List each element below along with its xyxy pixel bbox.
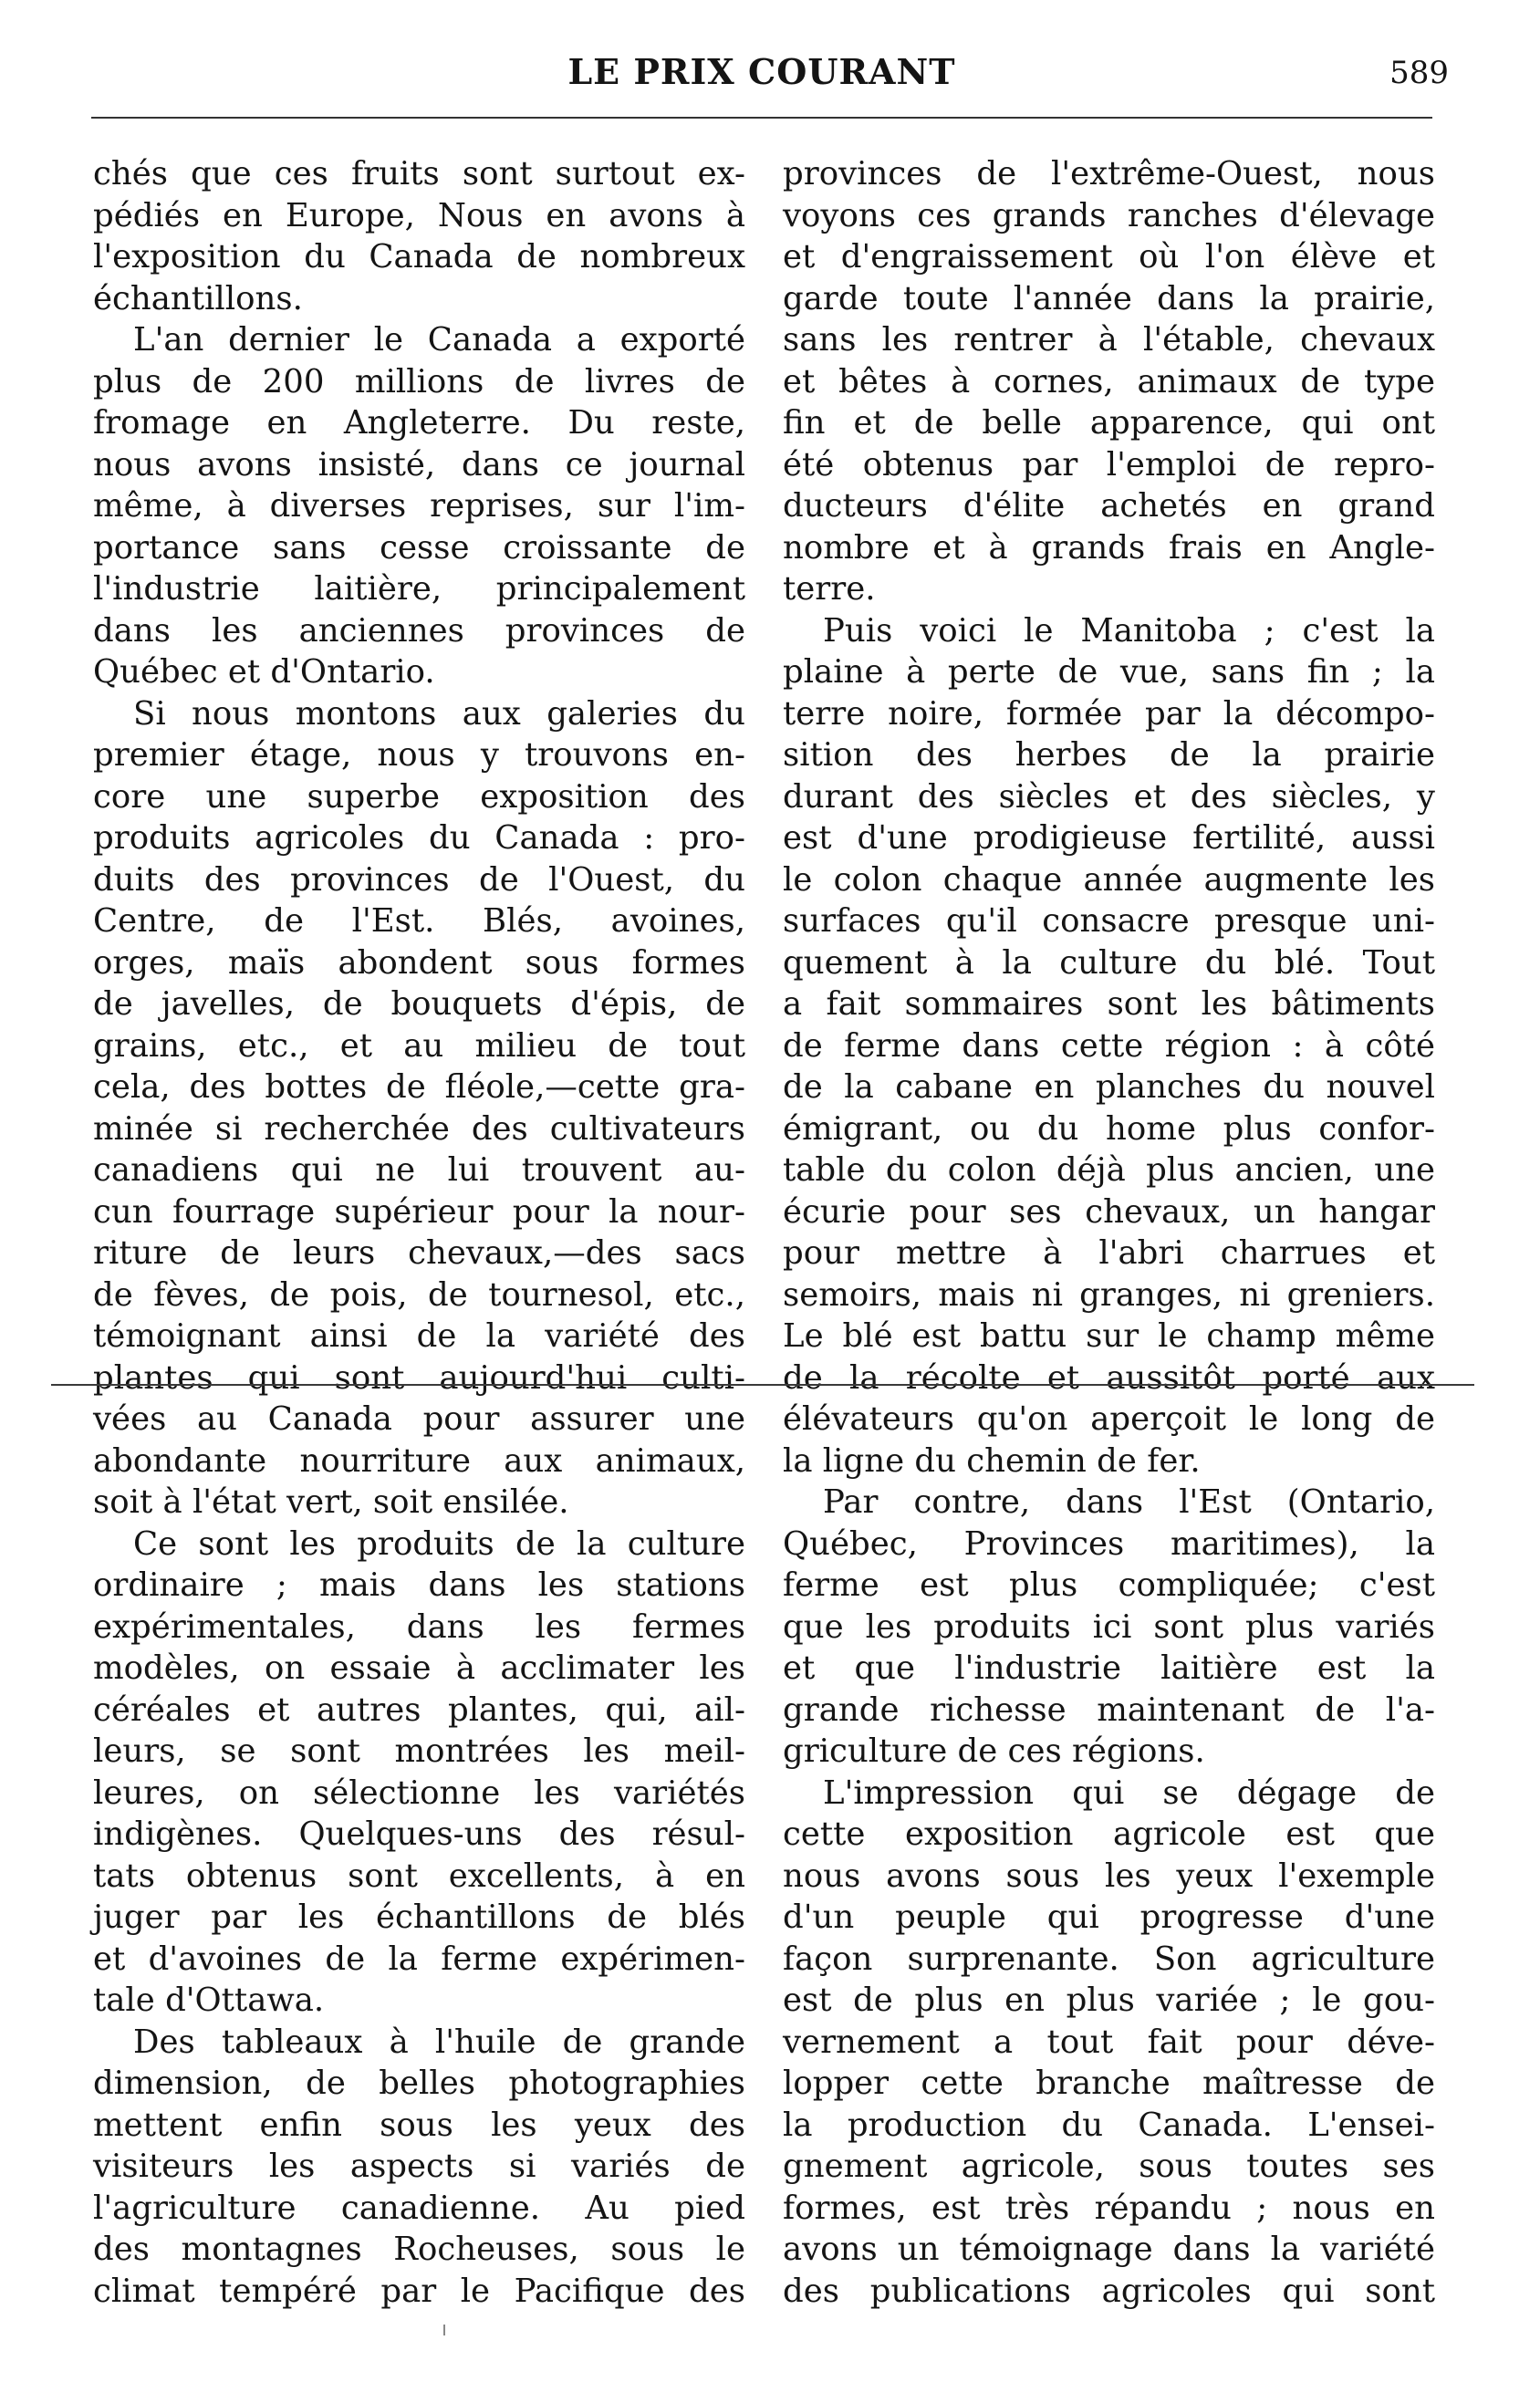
text-line: et que l'industrie laitière est la [783,1649,1435,1687]
text-line: lopper cette branche maîtresse de [783,2065,1435,2102]
text-line: surfaces qu'il consacre presque uni- [783,902,1435,940]
text-line: et d'avoines de la ferme expérimen- [93,1940,745,1978]
text-line: que les produits ici sont plus variés [783,1607,1435,1646]
left-column [93,153,745,2312]
text-line: avons un témoignage dans la variété [783,2231,1435,2268]
text-line: émigrant, ou du home plus confor- [783,1109,1435,1148]
text-line: quement à la culture du blé. Tout [783,943,1435,982]
text-line: canadiens qui ne lui trouvent au- [93,1151,745,1189]
text-line: leures, on sélectionne les variétés [93,1773,745,1812]
text-line: ducteurs d'élite achetés en grand [783,487,1435,525]
text-line: Québec, Provinces maritimes), la [783,1524,1435,1563]
text-line: Centre, de l'Est. Blés, avoines, [93,902,745,940]
right-column [783,153,1435,2312]
text-line: voyons ces grands ranches d'élevage [783,196,1435,234]
text-line: élévateurs qu'on aperçoit le long de [783,1400,1435,1438]
text-line: L'an dernier le Canada a exporté [133,321,745,359]
text-line: est de plus en plus variée ; le gou- [783,1982,1435,2019]
text-line: vernement a tout fait pour déve- [783,2023,1435,2061]
text-line: pédiés en Europe, Nous en avons à [93,196,745,234]
text-line: l'industrie laitière, principalement [93,570,745,608]
text-line: terre. [783,570,876,608]
text-line: sans les rentrer à l'étable, chevaux [783,321,1435,359]
text-line: griculture de ces régions. [783,1732,1205,1770]
text-line: pour mettre à l'abri charrues et [783,1234,1435,1272]
text-line: Des tableaux à l'huile de grande [133,2023,745,2061]
text-line: expérimentales, dans les fermes [93,1607,745,1646]
text-line: garde toute l'année dans la prairie, [783,279,1435,317]
text-line: de ferme dans cette région : à côté [783,1026,1435,1065]
text-line: tale d'Ottawa. [93,1982,325,2019]
text-line: façon surprenante. Son agriculture [783,1940,1435,1978]
text-line: cun fourrage supérieur pour la nour- [93,1192,745,1231]
text-line: duits des provinces de l'Ouest, du [93,860,745,899]
text-line: gnement agricole, sous toutes ses [783,2148,1435,2185]
text-line: a fait sommaires sont les bâtiments [783,985,1435,1023]
page-header [91,51,1449,106]
text-line: formes, est très répandu ; nous en [783,2189,1435,2227]
text-line: de fèves, de pois, de tournesol, etc., [93,1275,745,1314]
text-line: ordinaire ; mais dans les stations [93,1566,745,1604]
text-line: ferme est plus compliquée; c'est [783,1566,1435,1604]
text-line: de la récolte et aussitôt porté aux [783,1358,1435,1397]
text-line: de la cabane en planches du nouvel [783,1068,1435,1106]
text-line: riture de leurs chevaux,—des sacs [93,1234,745,1272]
text-line: fromage en Angleterre. Du reste, [93,404,745,442]
text-line: le colon chaque année augmente les [783,860,1435,899]
text-line: des publications agricoles qui sont [783,2272,1435,2310]
text-line: la production du Canada. L'ensei- [783,2106,1435,2144]
text-line: visiteurs les aspects si variés de [93,2148,745,2185]
text-line: plantes qui sont aujourd'hui culti- [93,1358,745,1397]
text-line: vées au Canada pour assurer une [93,1400,745,1438]
text-line: écurie pour ses chevaux, un hangar [783,1192,1435,1231]
text-line: nous avons sous les yeux l'exemple [783,1857,1435,1895]
text-line: l'agriculture canadienne. Au pied [93,2189,745,2227]
text-line: mettent enfin sous les yeux des [93,2106,745,2144]
text-line: terre noire, formée par la décompo- [783,694,1435,733]
text-line: juger par les échantillons de blés [93,1898,745,1936]
text-line: modèles, on essaie à acclimater les [93,1649,745,1687]
text-line: dans les anciennes provinces de [93,611,745,650]
text-line: chés que ces fruits sont surtout ex- [93,155,745,192]
text-line: Puis voici le Manitoba ; c'est la [823,611,1435,650]
text-line: nombre et à grands frais en Angle- [783,528,1435,567]
text-line: portance sans cesse croissante de [93,528,745,567]
text-line: premier étage, nous y trouvons en- [93,736,745,774]
text-line: la ligne du chemin de fer. [783,1441,1201,1480]
text-line: indigènes. Quelques-uns des résul- [93,1815,745,1853]
text-line: produits agricoles du Canada : pro- [93,819,745,857]
text-line: durant des siècles et des siècles, y [783,777,1435,816]
text-line: l'exposition du Canada de nombreux [93,238,745,276]
text-line: de javelles, de bouquets d'épis, de [93,985,745,1023]
text-line: céréales et autres plantes, qui, ail- [93,1690,745,1729]
text-line: d'un peuple qui progresse d'une [783,1898,1435,1936]
text-line: Si nous montons aux galeries du [133,694,745,733]
text-line: climat tempéré par le Pacifique des [93,2272,745,2310]
running-title: LE PRIX COURANT [567,51,956,92]
text-line: témoignant ainsi de la variété des [93,1317,745,1355]
text-line: des montagnes Rocheuses, sous le [93,2231,745,2268]
text-line: Québec et d'Ontario. [93,653,435,691]
text-line: abondante nourriture aux animaux, [93,1441,745,1480]
text-line: provinces de l'extrême-Ouest, nous [783,155,1435,192]
text-line: cette exposition agricole est que [783,1815,1435,1853]
text-line: Le blé est battu sur le champ même [783,1317,1435,1355]
text-line: dimension, de belles photographies [93,2065,745,2102]
text-line: grains, etc., et au milieu de tout [93,1026,745,1065]
text-line: fin et de belle apparence, qui ont [783,404,1435,442]
text-line: sition des herbes de la prairie [783,736,1435,774]
page-mark [443,2325,445,2335]
text-line: échantillons. [93,279,303,317]
text-line: soit à l'état vert, soit ensilée. [93,1483,569,1521]
text-line: leurs, se sont montrées les meil- [93,1732,745,1770]
stray-rule [51,1384,1474,1386]
text-line: été obtenus par l'emploi de repro- [783,445,1435,484]
header-rule [91,117,1432,119]
text-line: nous avons insisté, dans ce journal [93,445,745,484]
text-line: est d'une prodigieuse fertilité, aussi [783,819,1435,857]
text-line: semoirs, mais ni granges, ni greniers. [783,1275,1435,1314]
page-number: 589 [1389,55,1449,91]
text-line: cela, des bottes de fléole,—cette gra- [93,1068,745,1106]
text-line: orges, maïs abondent sous formes [93,943,745,982]
text-line: Par contre, dans l'Est (Ontario, [823,1483,1435,1521]
text-line: minée si recherchée des cultivateurs [93,1109,745,1148]
text-line: core une superbe exposition des [93,777,745,816]
text-line: L'impression qui se dégage de [823,1773,1435,1812]
text-line: plaine à perte de vue, sans fin ; la [783,653,1435,691]
text-line: plus de 200 millions de livres de [93,362,745,400]
text-line: table du colon déjà plus ancien, une [783,1151,1435,1189]
text-line: tats obtenus sont excellents, à en [93,1857,745,1895]
text-line: même, à diverses reprises, sur l'im- [93,487,745,525]
text-line: et bêtes à cornes, animaux de type [783,362,1435,400]
text-line: et d'engraissement où l'on élève et [783,238,1435,276]
text-line: Ce sont les produits de la culture [133,1524,745,1563]
text-line: grande richesse maintenant de l'a- [783,1690,1435,1729]
